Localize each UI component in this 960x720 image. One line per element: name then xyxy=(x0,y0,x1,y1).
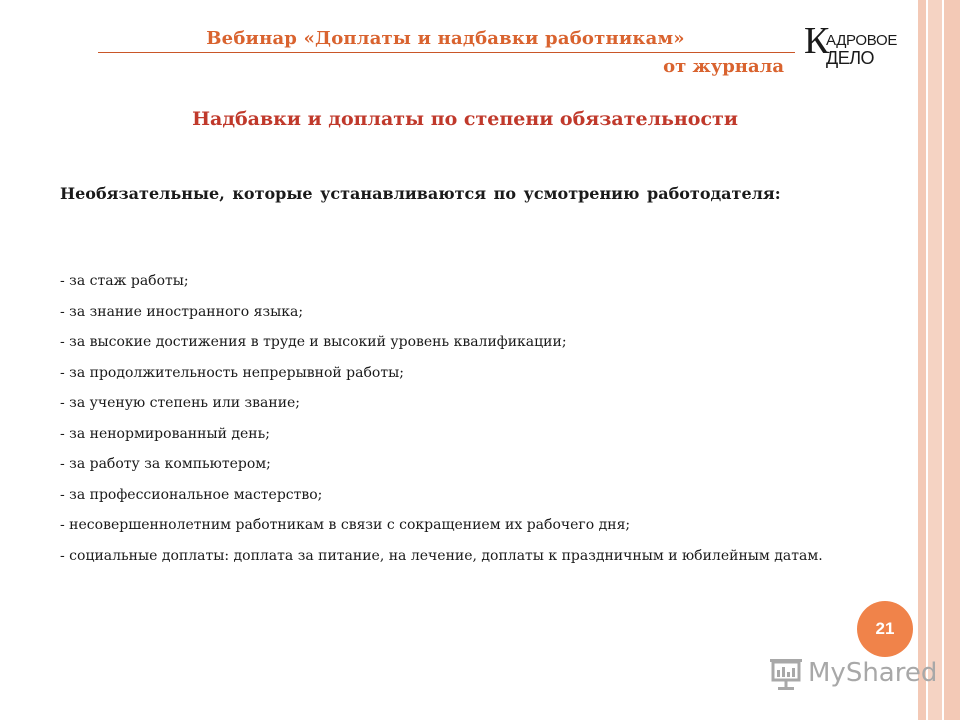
list-item: - социальные доплаты: доплата за питание, на лечение, доплаты к праздничным и юбилейным датам. xyxy=(60,547,823,564)
list-item: - за ученую степень или звание; xyxy=(60,395,301,411)
list-item: - за ненормированный день; xyxy=(60,425,270,442)
list-item: - за продолжительность непрерывной работы; xyxy=(60,364,404,381)
list-item: - за знание иностранного языка; xyxy=(60,303,304,320)
intro-text: Необязательные, которые устанавливаются по усмотрению работодателя: xyxy=(60,184,781,203)
logo-line-2: ДЕЛО xyxy=(826,48,875,68)
myshared-watermark xyxy=(768,656,938,692)
presentation-board-icon xyxy=(768,656,804,692)
list-item: - несовершеннолетним работникам в связи с сокращением их рабочего дня; xyxy=(60,517,631,533)
list-item: - за работу за компьютером; xyxy=(60,456,271,472)
list-item: - за стаж работы; xyxy=(60,273,189,289)
decorative-side-bars xyxy=(916,0,960,720)
slide-title: Надбавки и доплаты по степени обязательности xyxy=(192,108,738,130)
watermark-text: MyShared xyxy=(808,658,938,688)
header-divider xyxy=(98,52,795,53)
kadrovoe-delo-logo xyxy=(804,22,904,72)
webinar-title: Вебинар «Доплаты и надбавки работникам» xyxy=(206,28,685,49)
allowance-list xyxy=(60,272,830,565)
list-item: - за профессиональное мастерство; xyxy=(60,486,323,503)
logo-line-1: АДРОВОЕ xyxy=(826,32,898,49)
webinar-subtitle: от журнала xyxy=(663,56,784,77)
list-item: - за высокие достижения в труде и высокий уровень квалификации; xyxy=(60,334,567,350)
logo-letter: К xyxy=(804,20,830,62)
page-number-badge: 21 xyxy=(857,601,913,657)
